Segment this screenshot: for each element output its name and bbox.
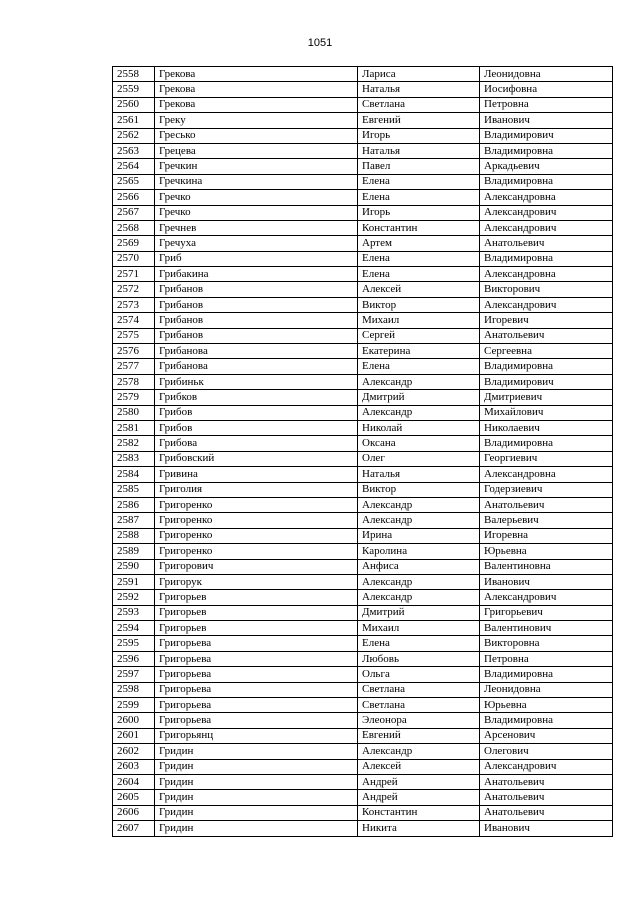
row-number-cell: 2568: [113, 220, 155, 235]
table-row: [113, 482, 613, 497]
surname-cell: Грекова: [155, 82, 358, 97]
row-number-cell: 2571: [113, 267, 155, 282]
surname-cell: Грибов: [155, 420, 358, 435]
patronymic-cell: Александрович: [480, 759, 613, 774]
table-row: [113, 821, 613, 836]
table-row: [113, 251, 613, 266]
patronymic-cell: Александровна: [480, 190, 613, 205]
row-number-cell: 2588: [113, 528, 155, 543]
first-name-cell: Алексей: [358, 282, 480, 297]
table-row: [113, 405, 613, 420]
surname-cell: Грибова: [155, 436, 358, 451]
surname-cell: Григорьева: [155, 636, 358, 651]
patronymic-cell: Александровна: [480, 467, 613, 482]
first-name-cell: Константин: [358, 220, 480, 235]
table-row: [113, 667, 613, 682]
patronymic-cell: Годерзиевич: [480, 482, 613, 497]
table-row: [113, 713, 613, 728]
patronymic-cell: Игоревич: [480, 313, 613, 328]
row-number-cell: 2583: [113, 451, 155, 466]
patronymic-cell: Арсенович: [480, 728, 613, 743]
surname-cell: Григолия: [155, 482, 358, 497]
patronymic-cell: Леонидовна: [480, 67, 613, 82]
surname-cell: Гречкин: [155, 159, 358, 174]
table-row: [113, 328, 613, 343]
row-number-cell: 2584: [113, 467, 155, 482]
row-number-cell: 2559: [113, 82, 155, 97]
row-number-cell: 2606: [113, 805, 155, 820]
row-number-cell: 2590: [113, 559, 155, 574]
patronymic-cell: Юрьевна: [480, 544, 613, 559]
surname-cell: Григорович: [155, 559, 358, 574]
table-row: [113, 113, 613, 128]
surname-cell: Грекова: [155, 97, 358, 112]
patronymic-cell: Анатольевич: [480, 236, 613, 251]
table-row: [113, 297, 613, 312]
patronymic-cell: Григорьевич: [480, 605, 613, 620]
row-number-cell: 2577: [113, 359, 155, 374]
row-number-cell: 2592: [113, 590, 155, 605]
surname-cell: Грибанов: [155, 313, 358, 328]
first-name-cell: Елена: [358, 636, 480, 651]
table-row: [113, 451, 613, 466]
row-number-cell: 2569: [113, 236, 155, 251]
surname-cell: Гридин: [155, 774, 358, 789]
first-name-cell: Игорь: [358, 128, 480, 143]
patronymic-cell: Олегович: [480, 744, 613, 759]
surname-cell: Грибанов: [155, 282, 358, 297]
patronymic-cell: Валентинович: [480, 621, 613, 636]
first-name-cell: Каролина: [358, 544, 480, 559]
row-number-cell: 2574: [113, 313, 155, 328]
surname-cell: Григорьева: [155, 667, 358, 682]
first-name-cell: Константин: [358, 805, 480, 820]
row-number-cell: 2561: [113, 113, 155, 128]
patronymic-cell: Валерьевич: [480, 513, 613, 528]
patronymic-cell: Александровна: [480, 267, 613, 282]
first-name-cell: Игорь: [358, 205, 480, 220]
row-number-cell: 2586: [113, 497, 155, 512]
first-name-cell: Светлана: [358, 97, 480, 112]
surname-cell: Григоренко: [155, 497, 358, 512]
row-number-cell: 2605: [113, 790, 155, 805]
table-row: [113, 359, 613, 374]
row-number-cell: 2601: [113, 728, 155, 743]
row-number-cell: 2570: [113, 251, 155, 266]
surname-cell: Григорьева: [155, 698, 358, 713]
surname-cell: Грибакина: [155, 267, 358, 282]
surname-cell: Григорьева: [155, 713, 358, 728]
row-number-cell: 2607: [113, 821, 155, 836]
first-name-cell: Евгений: [358, 728, 480, 743]
row-number-cell: 2562: [113, 128, 155, 143]
patronymic-cell: Владимировна: [480, 713, 613, 728]
surname-cell: Григорьев: [155, 590, 358, 605]
surname-cell: Гречуха: [155, 236, 358, 251]
row-number-cell: 2582: [113, 436, 155, 451]
table-row: [113, 698, 613, 713]
surname-cell: Григорьянц: [155, 728, 358, 743]
first-name-cell: Алексей: [358, 759, 480, 774]
row-number-cell: 2591: [113, 574, 155, 589]
table-row: [113, 636, 613, 651]
patronymic-cell: Аркадьевич: [480, 159, 613, 174]
surname-cell: Григоренко: [155, 513, 358, 528]
first-name-cell: Дмитрий: [358, 605, 480, 620]
table-row: [113, 805, 613, 820]
row-number-cell: 2563: [113, 143, 155, 158]
table-row: [113, 651, 613, 666]
first-name-cell: Любовь: [358, 651, 480, 666]
first-name-cell: Екатерина: [358, 344, 480, 359]
first-name-cell: Михаил: [358, 621, 480, 636]
surname-cell: Грибанов: [155, 328, 358, 343]
row-number-cell: 2587: [113, 513, 155, 528]
row-number-cell: 2578: [113, 374, 155, 389]
patronymic-cell: Викторовна: [480, 636, 613, 651]
first-name-cell: Анфиса: [358, 559, 480, 574]
row-number-cell: 2581: [113, 420, 155, 435]
table-row: [113, 282, 613, 297]
surname-cell: Гречкина: [155, 174, 358, 189]
first-name-cell: Наталья: [358, 143, 480, 158]
patronymic-cell: Николаевич: [480, 420, 613, 435]
row-number-cell: 2585: [113, 482, 155, 497]
patronymic-cell: Анатольевич: [480, 497, 613, 512]
surname-cell: Грецева: [155, 143, 358, 158]
patronymic-cell: Иванович: [480, 574, 613, 589]
surname-cell: Гридин: [155, 805, 358, 820]
patronymic-cell: Иванович: [480, 113, 613, 128]
patronymic-cell: Михайлович: [480, 405, 613, 420]
row-number-cell: 2576: [113, 344, 155, 359]
patronymic-cell: Анатольевич: [480, 328, 613, 343]
table-row: [113, 344, 613, 359]
page-number: 1051: [307, 37, 333, 49]
table-row: [113, 590, 613, 605]
patronymic-cell: Владимировна: [480, 667, 613, 682]
table-row: [113, 82, 613, 97]
first-name-cell: Лариса: [358, 67, 480, 82]
row-number-cell: 2560: [113, 97, 155, 112]
row-number-cell: 2593: [113, 605, 155, 620]
surname-cell: Гресько: [155, 128, 358, 143]
patronymic-cell: Валентиновна: [480, 559, 613, 574]
patronymic-cell: Викторович: [480, 282, 613, 297]
first-name-cell: Елена: [358, 267, 480, 282]
surname-cell: Григорук: [155, 574, 358, 589]
row-number-cell: 2573: [113, 297, 155, 312]
first-name-cell: Александр: [358, 374, 480, 389]
surname-cell: Григорьев: [155, 621, 358, 636]
first-name-cell: Михаил: [358, 313, 480, 328]
table-row: [113, 128, 613, 143]
surname-cell: Грекова: [155, 67, 358, 82]
surname-cell: Грибов: [155, 405, 358, 420]
table-row: [113, 390, 613, 405]
patronymic-cell: Леонидовна: [480, 682, 613, 697]
patronymic-cell: Сергеевна: [480, 344, 613, 359]
table-row: [113, 574, 613, 589]
patronymic-cell: Георгиевич: [480, 451, 613, 466]
table-row: [113, 97, 613, 112]
surname-cell: Гречнев: [155, 220, 358, 235]
surname-cell: Грибанова: [155, 344, 358, 359]
table-row: [113, 682, 613, 697]
table-row: [113, 467, 613, 482]
row-number-cell: 2575: [113, 328, 155, 343]
patronymic-cell: Владимирович: [480, 128, 613, 143]
surname-cell: Грибанова: [155, 359, 358, 374]
surname-cell: Григоренко: [155, 544, 358, 559]
surname-cell: Грибков: [155, 390, 358, 405]
table-row: [113, 497, 613, 512]
table-row: [113, 420, 613, 435]
row-number-cell: 2579: [113, 390, 155, 405]
surname-cell: Грибиньк: [155, 374, 358, 389]
surname-cell: Гридин: [155, 744, 358, 759]
table-row: [113, 236, 613, 251]
patronymic-cell: Анатольевич: [480, 790, 613, 805]
table-row: [113, 220, 613, 235]
surname-cell: Григорьев: [155, 605, 358, 620]
first-name-cell: Оксана: [358, 436, 480, 451]
surname-cell: Гридин: [155, 759, 358, 774]
surname-cell: Гривина: [155, 467, 358, 482]
surname-cell: Гриб: [155, 251, 358, 266]
surname-cell: Гречко: [155, 190, 358, 205]
table-row: [113, 267, 613, 282]
first-name-cell: Елена: [358, 174, 480, 189]
row-number-cell: 2594: [113, 621, 155, 636]
first-name-cell: Светлана: [358, 698, 480, 713]
first-name-cell: Елена: [358, 359, 480, 374]
row-number-cell: 2599: [113, 698, 155, 713]
first-name-cell: Элеонора: [358, 713, 480, 728]
table-row: [113, 143, 613, 158]
first-name-cell: Александр: [358, 744, 480, 759]
first-name-cell: Александр: [358, 405, 480, 420]
patronymic-cell: Анатольевич: [480, 805, 613, 820]
table-row: [113, 513, 613, 528]
patronymic-cell: Александрович: [480, 205, 613, 220]
patronymic-cell: Александрович: [480, 297, 613, 312]
surname-cell: Григорьева: [155, 651, 358, 666]
first-name-cell: Александр: [358, 590, 480, 605]
row-number-cell: 2567: [113, 205, 155, 220]
patronymic-cell: Петровна: [480, 97, 613, 112]
first-name-cell: Наталья: [358, 467, 480, 482]
row-number-cell: 2565: [113, 174, 155, 189]
surname-cell: Греку: [155, 113, 358, 128]
patronymic-cell: Иванович: [480, 821, 613, 836]
surname-cell: Гридин: [155, 821, 358, 836]
first-name-cell: Олег: [358, 451, 480, 466]
patronymic-cell: Владимировна: [480, 436, 613, 451]
first-name-cell: Дмитрий: [358, 390, 480, 405]
row-number-cell: 2597: [113, 667, 155, 682]
table-row: [113, 559, 613, 574]
patronymic-cell: Владимирович: [480, 374, 613, 389]
first-name-cell: Андрей: [358, 774, 480, 789]
surname-cell: Грибанов: [155, 297, 358, 312]
table-row: [113, 790, 613, 805]
patronymic-cell: Иосифовна: [480, 82, 613, 97]
patronymic-cell: Юрьевна: [480, 698, 613, 713]
patronymic-cell: Владимировна: [480, 359, 613, 374]
first-name-cell: Виктор: [358, 482, 480, 497]
table-row: [113, 205, 613, 220]
table-row: [113, 774, 613, 789]
first-name-cell: Ирина: [358, 528, 480, 543]
first-name-cell: Ольга: [358, 667, 480, 682]
table-row: [113, 374, 613, 389]
first-name-cell: Александр: [358, 574, 480, 589]
row-number-cell: 2566: [113, 190, 155, 205]
first-name-cell: Павел: [358, 159, 480, 174]
row-number-cell: 2596: [113, 651, 155, 666]
row-number-cell: 2598: [113, 682, 155, 697]
table-row: [113, 621, 613, 636]
table-row: [113, 190, 613, 205]
row-number-cell: 2558: [113, 67, 155, 82]
names-table: [112, 66, 613, 837]
row-number-cell: 2604: [113, 774, 155, 789]
table-row: [113, 759, 613, 774]
first-name-cell: Виктор: [358, 297, 480, 312]
first-name-cell: Елена: [358, 251, 480, 266]
patronymic-cell: Владимировна: [480, 143, 613, 158]
table-row: [113, 528, 613, 543]
surname-cell: Григорьева: [155, 682, 358, 697]
first-name-cell: Александр: [358, 497, 480, 512]
patronymic-cell: Игоревна: [480, 528, 613, 543]
row-number-cell: 2603: [113, 759, 155, 774]
patronymic-cell: Петровна: [480, 651, 613, 666]
table-row: [113, 605, 613, 620]
first-name-cell: Никита: [358, 821, 480, 836]
table-row: [113, 744, 613, 759]
row-number-cell: 2572: [113, 282, 155, 297]
row-number-cell: 2595: [113, 636, 155, 651]
patronymic-cell: Александрович: [480, 220, 613, 235]
first-name-cell: Светлана: [358, 682, 480, 697]
row-number-cell: 2600: [113, 713, 155, 728]
patronymic-cell: Анатольевич: [480, 774, 613, 789]
table-row: [113, 67, 613, 82]
table-row: [113, 159, 613, 174]
patronymic-cell: Александрович: [480, 590, 613, 605]
row-number-cell: 2589: [113, 544, 155, 559]
first-name-cell: Андрей: [358, 790, 480, 805]
row-number-cell: 2564: [113, 159, 155, 174]
first-name-cell: Артем: [358, 236, 480, 251]
first-name-cell: Сергей: [358, 328, 480, 343]
surname-cell: Гречко: [155, 205, 358, 220]
first-name-cell: Евгений: [358, 113, 480, 128]
first-name-cell: Александр: [358, 513, 480, 528]
table-row: [113, 544, 613, 559]
patronymic-cell: Дмитриевич: [480, 390, 613, 405]
table-row: [113, 174, 613, 189]
first-name-cell: Елена: [358, 190, 480, 205]
patronymic-cell: Владимировна: [480, 251, 613, 266]
surname-cell: Григоренко: [155, 528, 358, 543]
row-number-cell: 2580: [113, 405, 155, 420]
surname-cell: Гридин: [155, 790, 358, 805]
patronymic-cell: Владимировна: [480, 174, 613, 189]
first-name-cell: Наталья: [358, 82, 480, 97]
names-table-body: [113, 67, 613, 837]
table-row: [113, 313, 613, 328]
table-row: [113, 728, 613, 743]
row-number-cell: 2602: [113, 744, 155, 759]
table-row: [113, 436, 613, 451]
first-name-cell: Николай: [358, 420, 480, 435]
surname-cell: Грибовский: [155, 451, 358, 466]
